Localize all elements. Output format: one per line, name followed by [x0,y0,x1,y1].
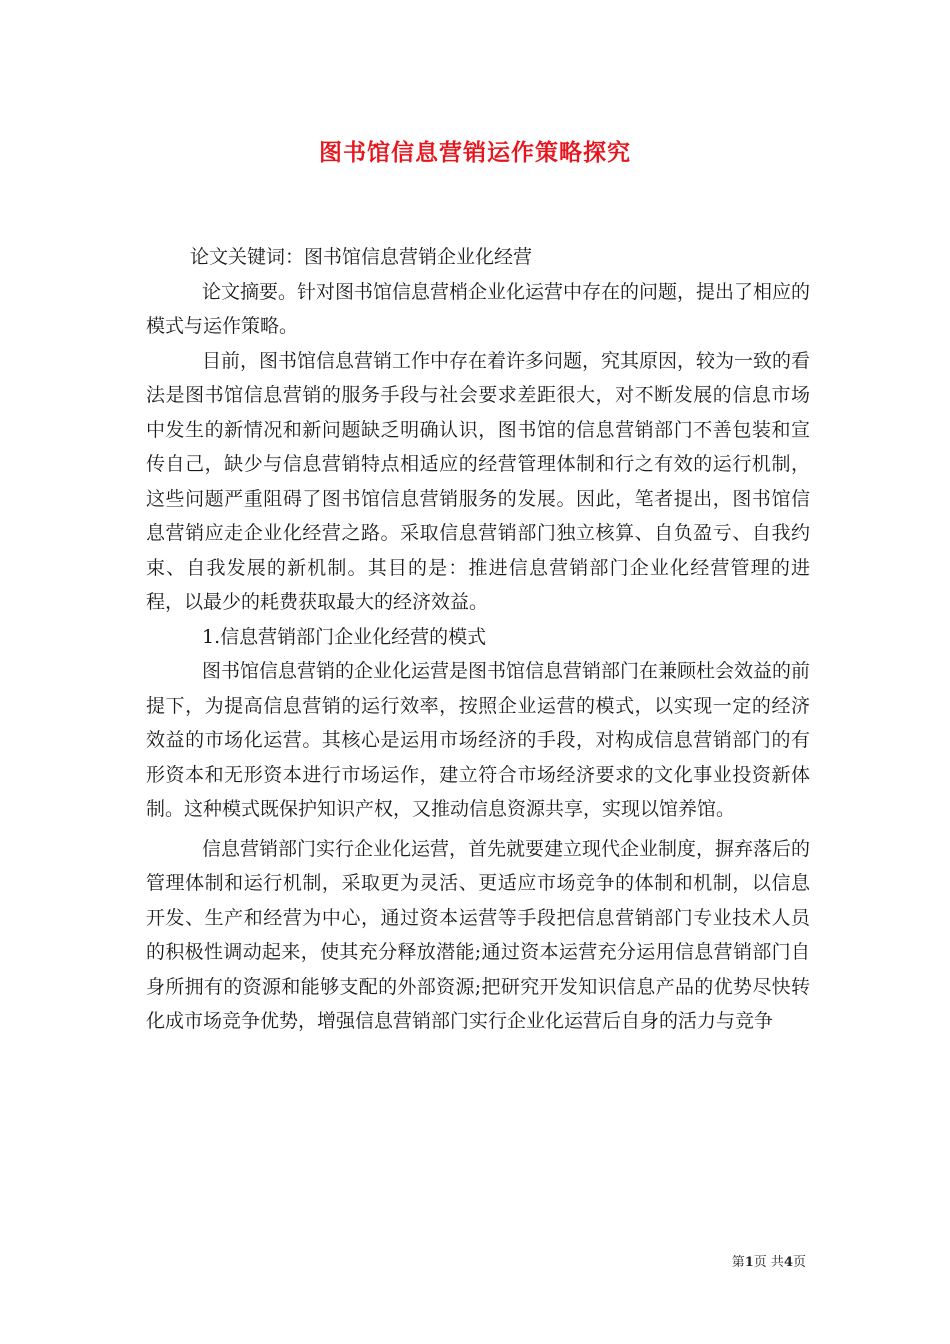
section-heading: 1.信息营销部门企业化经营的模式 [202,625,487,648]
body-paragraph: 信息营销部门实行企业化运营，首先就要建立现代企业制度，摒弃落后的管理体制和运行机制，采取更为灵活、更适应市场竞争的体制和机制，以信息开发、生产和经营为中心，通过资本运营等手段把信息营销部门专业技术人员的积极性调动起来，使其充分释放潜能;通过资本运营充分运用信息营销部门自身所拥有的资源和能够支配的外部资源;把研究开发知识信息产品的优势尽快转化成市场竞争优势，增强信息营销部门实行企业化运营后自身的活力与竞争 [146,837,811,1032]
page-footer [732,1251,806,1270]
footer-suffix: 页 [792,1255,806,1270]
abstract-paragraph: 论文摘要。针对图书馆信息营梢企业化运营中存在的问题，提出了相应的模式与运作策略。 [146,280,811,337]
keywords-line: 论文关键词：图书馆信息营销企业化经营 [190,246,533,268]
body-paragraph: 图书馆信息营销的企业化运营是图书馆信息营销部门在兼顾杜会效益的前提下，为提高信息营销的运行效率，按照企业运营的模式，以实现一定的经济效益的市场化运营。其核心是运用市场经济的手段，对构成信息营销部门的有形资本和无形资本进行市场运作，建立符合市场经济要求的文化事业投资新体制。这种模式既保护知识产权，又推动信息资源共享，实现以馆养馆。 [146,660,811,820]
document-body [146,240,810,1039]
current-page-number: 1 [744,1255,754,1270]
document-title: 图书馆信息营销运作策略探究 [319,139,631,166]
body-paragraph: 目前，图书馆信息营销工作中存在着许多问题，究其原因，较为一致的看法是图书馆信息营销的服务手段与社会要求差距很大，对不断发展的信息市场中发生的新情况和新问题缺乏明确认识，图书馆的信息营销部门不善包装和宣传自己，缺少与信息营销特点相适应的经营管理体制和行之有效的运行机制，这些问题严重阻碍了图书馆信息营销服务的发展。因此，笔者提出，图书馆信息营销应走企业化经营之路。采取信息营销部门独立核算、自负盈亏、自我约束、自我发展的新机制。其目的是：推进信息营销部门企业化经营管理的进程，以最少的耗费获取最大的经济效益。 [146,349,811,613]
footer-prefix: 第 [731,1255,745,1270]
total-page-count: 4 [783,1255,793,1270]
footer-mid: 页 共 [753,1255,784,1270]
